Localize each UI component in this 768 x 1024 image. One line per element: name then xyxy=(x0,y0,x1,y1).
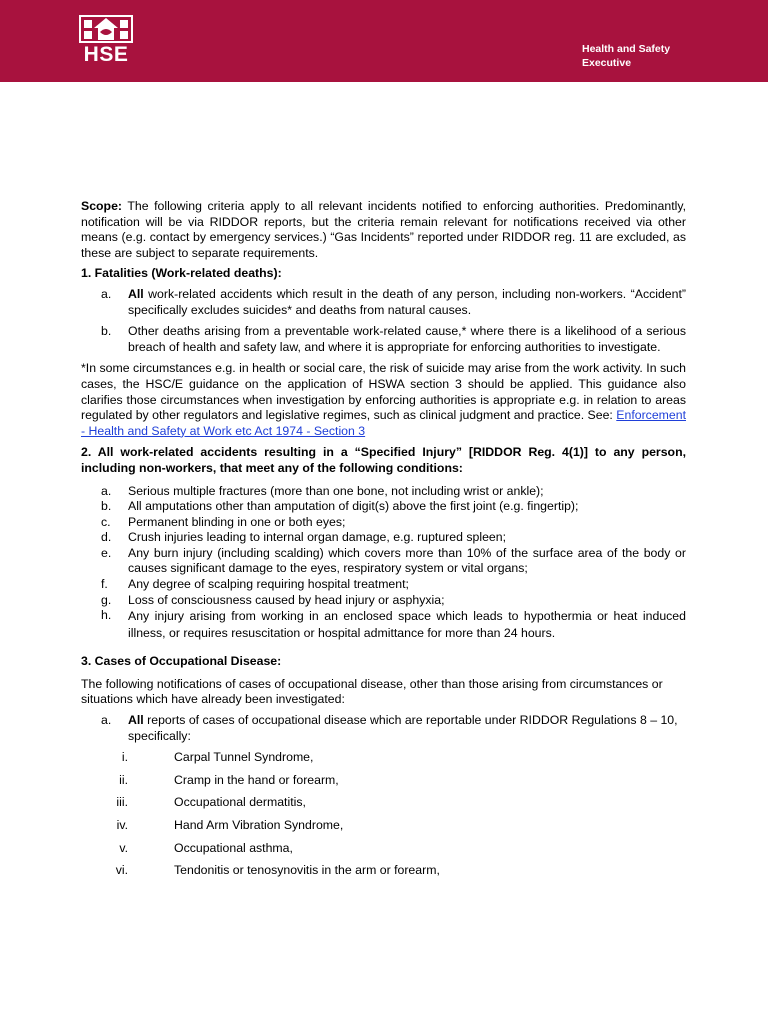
list-item xyxy=(81,530,686,546)
page-header xyxy=(0,0,768,82)
list-marker: a. xyxy=(101,483,112,498)
section-2-heading: 2. All work-related accidents resulting in a “Specified Injury” [RIDDOR Reg. 4(1)] to any person, including non-workers, that meet any of the following conditions: xyxy=(81,445,686,475)
sub-list-item xyxy=(81,795,686,811)
list-marker: c. xyxy=(101,514,111,529)
sub-list-item xyxy=(81,841,686,857)
list-marker: g. xyxy=(101,592,112,607)
list-marker: h. xyxy=(101,608,112,623)
scope-text: The following criteria apply to all relevant incidents notified to enforcing authorities. Predominantly, notification will be via RIDDOR reports, but the criteria remain relevant for notifications received via other means (e.g. contact by emergency services.) “Gas Incidents” reported under RIDDOR reg. 11 are excluded, as these are subject to separate requirements. xyxy=(81,199,686,260)
sub-list-item xyxy=(81,818,686,834)
list-item-text: Serious multiple fractures (more than one bone, not including wrist or ankle); xyxy=(128,483,544,498)
sub-list-marker: vi. xyxy=(115,863,128,878)
list-item xyxy=(81,546,686,577)
list-marker: f. xyxy=(101,577,108,592)
list-item-text: Permanent blinding in one or both eyes; xyxy=(128,514,346,529)
list-marker: a. xyxy=(101,286,112,301)
footnote-text: *In some circumstances e.g. in health or social care, the risk of suicide may arise from the work activity. In such cases, the HSC/E guidance on the application of HSWA section 3 should be applied. This guidance also clarifies those circumstances when investigation by enforcing authorities is appropriate e.g. in relation to areas regulated by other regulators and legislative regimes, such as clinical judgment and practice. See: xyxy=(81,361,686,423)
list-item-text: Loss of consciousness caused by head injury or asphyxia; xyxy=(128,592,445,607)
list-item xyxy=(81,577,686,593)
section-3-intro: The following notifications of cases of occupational disease, other than those arising from circumstances or situations which have already been investigated: xyxy=(81,676,663,707)
footnote-paragraph xyxy=(81,361,686,439)
sub-list-item xyxy=(81,750,686,766)
sub-list-item-text: Occupational asthma, xyxy=(174,840,293,855)
document-body xyxy=(81,199,686,886)
hse-emblem-icon xyxy=(78,14,134,44)
list-item-text: reports of cases of occupational disease which are reportable under RIDDOR Regulations 8 – 10, specifically: xyxy=(128,713,678,743)
emphasis: All xyxy=(128,713,144,728)
sub-list-item xyxy=(81,863,686,879)
hse-logo xyxy=(78,14,134,66)
list-marker: a. xyxy=(101,713,112,728)
list-item-text: Any degree of scalping requiring hospital treatment; xyxy=(128,577,409,592)
list-item xyxy=(81,593,686,609)
list-marker: e. xyxy=(101,545,112,560)
list-item-text: Other deaths arising from a preventable work-related cause,* where there is a likelihood of a serious breach of health and safety law, and where it is appropriate for enforcing authorities to investigate. xyxy=(128,324,686,354)
scope-label: Scope: xyxy=(81,199,122,213)
sub-list-item-text: Hand Arm Vibration Syndrome, xyxy=(174,818,344,832)
list-item xyxy=(81,484,686,500)
org-line-1: Health and Safety xyxy=(582,43,671,55)
sub-list-marker: iv. xyxy=(116,818,128,832)
list-item-text: All amputations other than amputation of digit(s) above the first joint (e.g. fingertip); xyxy=(128,499,579,514)
organisation-name xyxy=(582,43,670,70)
list-item xyxy=(81,324,686,355)
list-item xyxy=(81,287,686,318)
list-marker: b. xyxy=(101,499,112,514)
sub-list-item-text: Carpal Tunnel Syndrome, xyxy=(174,750,314,765)
sub-list-marker: i. xyxy=(121,750,128,765)
sub-list-item-text: Tendonitis or tenosynovitis in the arm or forearm, xyxy=(174,863,440,878)
list-item xyxy=(81,499,686,515)
sub-list-marker: ii. xyxy=(119,772,128,787)
list-marker: d. xyxy=(101,530,112,545)
sub-list-marker: iii. xyxy=(116,795,128,810)
sub-list-marker: v. xyxy=(119,840,128,855)
org-line-2: Executive xyxy=(582,56,632,69)
sub-list-item-text: Occupational dermatitis, xyxy=(174,795,306,810)
section-1-heading: 1. Fatalities (Work-related deaths): xyxy=(81,266,282,281)
list-item-text: Crush injuries leading to internal organ damage, e.g. ruptured spleen; xyxy=(128,530,507,545)
list-item-text: Any injury arising from working in an enclosed space which leads to hypothermia or heat induced illness, or requires resuscitation or hospital admittance for more than 24 hours. xyxy=(128,609,686,641)
emphasis: All xyxy=(128,286,144,301)
sub-list-item xyxy=(81,773,686,789)
list-item-text: Any burn injury (including scalding) which covers more than 10% of the surface area of the body or causes significant damage to the eyes, respiratory system or vital organs; xyxy=(128,545,686,576)
list-item xyxy=(81,713,686,744)
logo-text: HSE xyxy=(83,43,129,66)
scope-paragraph xyxy=(81,199,686,261)
list-marker: b. xyxy=(101,324,112,339)
list-item xyxy=(81,608,686,642)
enforcement-link[interactable]: Enforcement - Health and Safety at Work etc Act 1974 - Section 3 xyxy=(81,408,686,438)
sub-list-item-text: Cramp in the hand or forearm, xyxy=(174,772,339,787)
list-item xyxy=(81,515,686,531)
section-3-heading: 3. Cases of Occupational Disease: xyxy=(81,654,282,669)
list-item-text: work-related accidents which result in the death of any person, including non-workers. “Accident” specifically excludes suicides* and deaths from natural causes. xyxy=(128,286,686,317)
